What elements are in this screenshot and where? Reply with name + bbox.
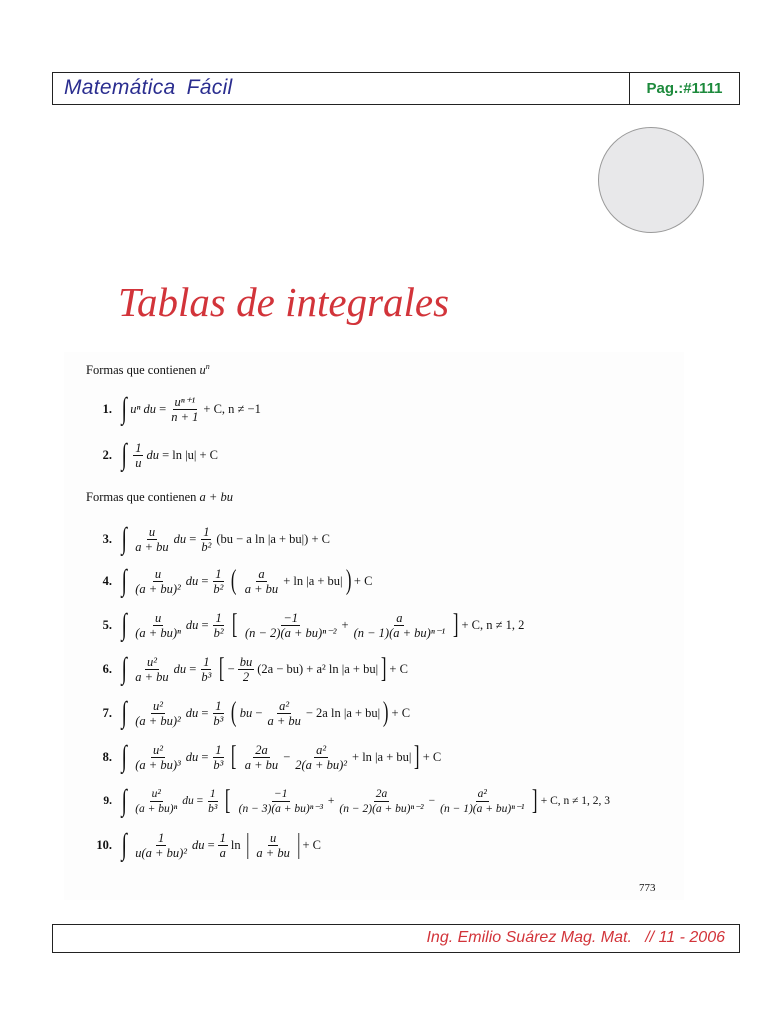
header-title: Matemática Fácil [64, 76, 233, 99]
formula-1: 1. ∫ uⁿ du = $\frac{\text{uⁿ⁺¹}}{n + 1}$ + C, n ≠ −1 [102, 392, 261, 425]
formula-3: 3. ∫ $\frac{u}{a + bu}$ du = $\frac{1}{\text{b²}}$ (bu − a ln |a + bu|) + C [102, 522, 330, 555]
formula-10: 10. ∫ $\frac{1}{\text{u(a + bu)²}}$ du = $\frac{1}{a}$ ln | $\frac{u}{a + bu}$ | + C [96, 828, 321, 861]
formula-9: 9. ∫ $\frac{\text{u²}}{\text{(a + bu)ⁿ}}$ du = $\frac{1}{\text{b³}}$ [ $\frac{-1}{\text{(n − 3)(a + bu)ⁿ⁻³}}$ + $\frac{2a}{\text{(n − 2)(a + bu)ⁿ⁻²}}$ − $\frac{\text{a²}}{\text{(n − 1)(a + bu)ⁿ⁻¹}}$ ] + C, n ≠ 1, 2, 3 [103, 784, 611, 817]
section-heading-un: Formas que contienen $u^n$ [86, 362, 210, 378]
formula-5: 5. ∫ $\frac{u}{\text{(a + bu)ⁿ}}$ du = $\frac{1}{\text{b²}}$ [ $\frac{-1}{\text{(n − 2)(a + bu)ⁿ⁻²}}$ + $\frac{a}{\text{(n − 1)(a + bu)ⁿ⁻¹}}$ ] + C, n ≠ 1, 2 [102, 608, 525, 641]
header-bar [52, 72, 740, 105]
page-title: Tablas de integrales [118, 279, 450, 325]
page-number-box: Pag.:#1111 [629, 72, 740, 105]
section-heading-abu: Formas que contienen a + bu [86, 490, 233, 504]
footer-author: Ing. Emilio Suárez Mag. Mat. // 11 - 2006 [426, 929, 725, 946]
footer-bar [52, 924, 740, 953]
integral-table-scan [64, 352, 684, 900]
formula-8: 8. ∫ $\frac{\text{u²}}{\text{(a + bu)³}}$ du = $\frac{1}{\text{b³}}$ [ $\frac{2a}{a + bu}$ − $\frac{\text{a²}}{\text{2(a + bu)²}}$ + ln |a + bu| ] + C [102, 740, 442, 773]
formula-4: 4. ∫ $\frac{u}{\text{(a + bu)²}}$ du = $\frac{1}{\text{b²}}$ ( $\frac{a}{a + bu}$ + ln |a + bu| ) + C [102, 564, 373, 597]
formula-2: 2. ∫ $\frac{1}{u}$ du = ln |u| + C [102, 438, 219, 471]
formula-7: 7. ∫ $\frac{\text{u²}}{\text{(a + bu)²}}$ du = $\frac{1}{\text{b³}}$ ( bu − $\frac{\text{a²}}{a + bu}$ − 2a ln |a + bu| ) + C [102, 696, 411, 729]
formula-6: 6. ∫ $\frac{\text{u²}}{a + bu}$ du = $\frac{1}{\text{b³}}$ [ − $\frac{bu}{2}$ (2a − bu) + a² ln |a + bu| ] + C [102, 652, 408, 685]
scan-page-number: 773 [639, 882, 656, 894]
decorative-circle [598, 127, 704, 233]
